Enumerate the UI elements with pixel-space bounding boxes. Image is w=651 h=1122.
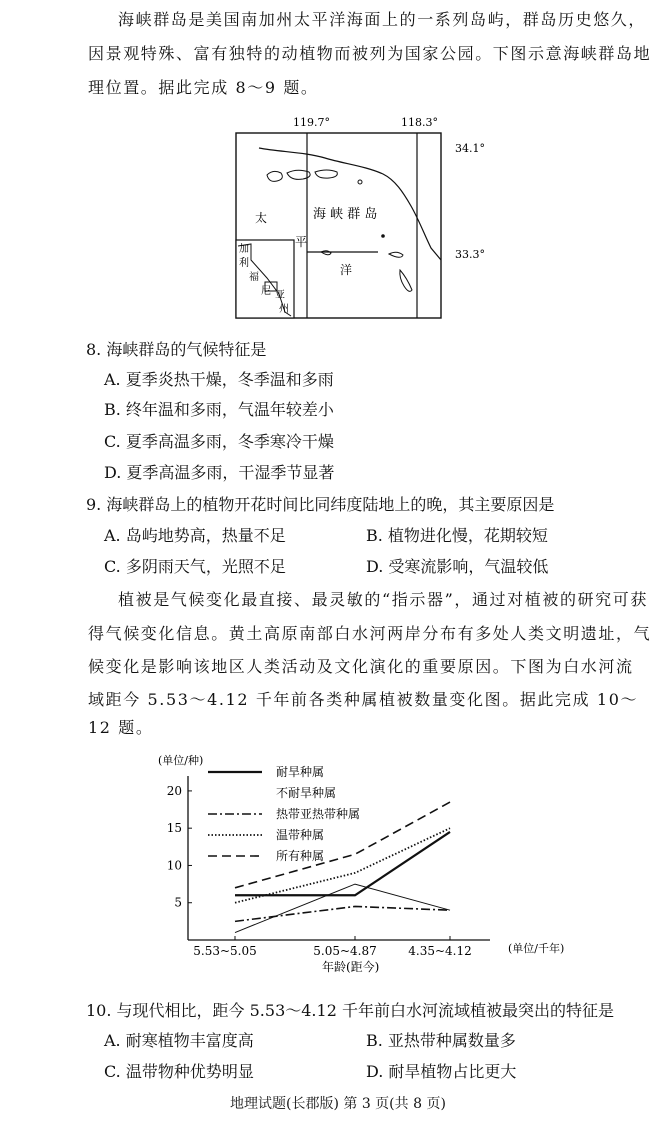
q8-stem: 8. 海峡群岛的气候特征是 [86,340,267,359]
inset-label-6: 州 [279,304,289,315]
q9-option-d: D. 受寒流影响，气温较低 [366,557,549,576]
ocean-char-2: 平 [295,235,308,249]
y-tick-label: 5 [174,895,182,910]
x-tick-label: 5.05~4.87 [313,944,377,958]
inset-label-5: 亚 [275,290,285,301]
x-tick-label: 4.35~4.12 [408,944,472,958]
inset-label-3: 福 [249,272,259,283]
q10-stem: 10. 与现代相比，距今 5.53～4.12 千年前白水河流域植被最突出的特征是 [86,1001,614,1020]
lat-top-label: 34.1° [455,142,485,155]
inset-label-2: 利 [239,258,249,269]
q10-option-a: A. 耐寒植物丰富度高 [104,1031,254,1050]
intro1-line-1: 海峡群岛是美国南加州太平洋海面上的一系列岛屿，群岛历史悠久， [118,10,647,29]
intro2-line-5: 12 题。 [88,718,154,737]
intro2-line-1: 植被是气候变化最直接、最灵敏的“指示器”，通过对植被的研究可获 [118,590,648,609]
inset-label-1: 加 [239,244,249,255]
series-line [235,828,450,903]
lon-right-label: 118.3° [401,116,438,129]
legend-label: 耐旱种属 [276,765,325,779]
y-unit-label: (单位/种) [158,754,204,767]
legend-label: 所有种属 [276,849,325,863]
islands-label: 海 峡 群 岛 [313,207,378,222]
q9-option-a: A. 岛屿地势高，热量不足 [104,526,286,545]
q10-option-b: B. 亚热带种属数量多 [366,1031,516,1050]
inset-label-4: 尼 [261,286,271,297]
q9-option-b: B. 植物进化慢，花期较短 [366,526,548,545]
intro1-line-3: 理位置。据此完成 8～9 题。 [88,78,319,97]
ocean-char-1: 太 [255,211,268,225]
intro2-line-2: 得气候变化信息。黄土高原南部白水河两岸分布有多处人类文明遗址，气 [88,624,651,643]
q8-option-c: C. 夏季高温多雨，冬季寒冷干燥 [104,432,334,451]
vegetation-line-chart [150,750,570,975]
q9-option-c: C. 多阴雨天气，光照不足 [104,557,286,576]
x-axis-label: 年龄(距今) [322,960,380,974]
q8-option-d: D. 夏季高温多雨，干湿季节显著 [104,463,335,482]
channel-islands-map [225,110,505,328]
lon-left-label: 119.7° [293,116,330,129]
q10-option-d: D. 耐旱植物占比更大 [366,1062,517,1081]
x-unit-label: (单位/千年) [508,942,565,955]
y-tick-label: 15 [166,821,182,836]
legend-label: 不耐旱种属 [276,786,337,800]
legend-label: 温带种属 [276,828,325,842]
q8-option-a: A. 夏季炎热干燥，冬季温和多雨 [104,370,334,389]
y-tick-label: 10 [166,858,182,873]
lat-bottom-label: 33.3° [455,248,485,261]
q10-option-c: C. 温带物种优势明显 [104,1062,254,1081]
intro1-line-2: 因景观特殊、富有独特的动植物而被列为国家公园。下图示意海峡群岛地 [88,44,651,63]
q9-stem: 9. 海峡群岛上的植物开花时间比同纬度陆地上的晚，其主要原因是 [86,495,555,514]
page-footer: 地理试题(长郡版) 第 3 页(共 8 页) [230,1096,446,1112]
locator-inset [236,240,294,318]
intro2-line-4: 域距今 5.53～4.12 千年前各类种属植被数量变化图。据此完成 10～ [88,690,639,709]
q8-option-b: B. 终年温和多雨，气温年较差小 [104,400,334,419]
intro2-line-3: 候变化是影响该地区人类活动及文化演化的重要原因。下图为白水河流 [88,657,634,676]
legend-label: 热带亚热带种属 [276,807,361,821]
y-tick-label: 20 [166,783,182,798]
ocean-char-3: 洋 [340,263,353,277]
x-tick-label: 5.53~5.05 [193,944,257,958]
series-line [235,832,450,895]
